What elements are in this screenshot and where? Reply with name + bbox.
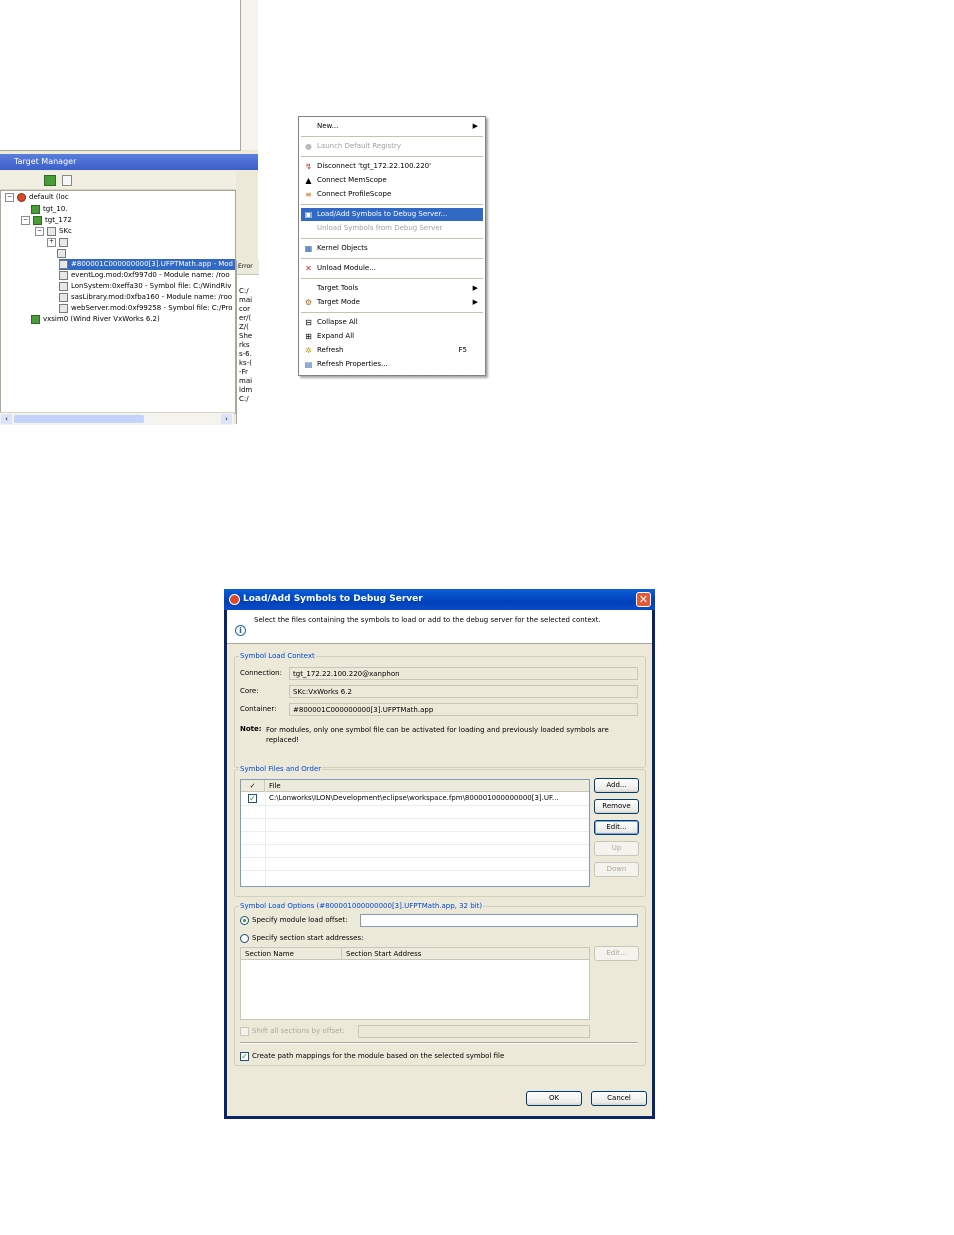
target-manager-toolbar bbox=[0, 171, 236, 190]
menu-separator bbox=[301, 278, 483, 279]
menu-separator bbox=[301, 312, 483, 313]
menu-accelerator: F5 bbox=[458, 346, 467, 354]
menu-item-target-tools[interactable] bbox=[301, 282, 483, 295]
dialog-title: Load/Add Symbols to Debug Server bbox=[243, 594, 423, 604]
tree-node-lonsystem[interactable]: LonSystem:0xeffa30 - Symbol file: C:/WindRiv bbox=[59, 281, 231, 292]
col-header-file[interactable]: File bbox=[265, 780, 590, 792]
editor-area-right bbox=[241, 0, 258, 150]
error-log-line: C:/ bbox=[239, 287, 249, 295]
menu-item-label: Collapse All bbox=[317, 318, 358, 326]
col-header-check[interactable]: ✓ bbox=[241, 780, 265, 792]
red-x-icon: ✕ bbox=[305, 264, 312, 273]
menu-separator bbox=[301, 136, 483, 137]
specify-offset-radio[interactable] bbox=[240, 916, 249, 925]
up-button[interactable]: Up bbox=[594, 841, 639, 856]
module-icon bbox=[59, 260, 68, 269]
error-log-line: ks-( bbox=[239, 359, 252, 367]
info-icon: i bbox=[235, 625, 246, 636]
col-header-section-name[interactable]: Section Name bbox=[241, 948, 342, 960]
menu-item-label: Unload Module... bbox=[317, 264, 376, 272]
collapse-all-icon: ⊟ bbox=[305, 318, 312, 327]
container-label: Container: bbox=[240, 705, 277, 713]
offset-input[interactable] bbox=[360, 914, 638, 927]
error-log-line: C:/ bbox=[239, 395, 249, 403]
specify-sections-radio[interactable] bbox=[240, 934, 249, 943]
process-icon bbox=[59, 238, 68, 247]
target-icon bbox=[31, 205, 40, 214]
registry-icon: ● bbox=[305, 142, 312, 151]
target-tree[interactable] bbox=[0, 190, 236, 414]
add-button[interactable]: Add... bbox=[594, 778, 639, 793]
path-mapping-label: Create path mappings for the module based on the selected symbol file bbox=[252, 1052, 505, 1060]
core-label: Core: bbox=[240, 687, 259, 695]
menu-item-kernel-objects[interactable] bbox=[301, 242, 483, 255]
tree-node-skc[interactable]: − SKc bbox=[36, 226, 72, 235]
specify-sections-label: Specify section start addresses: bbox=[252, 934, 364, 942]
menu-separator bbox=[301, 204, 483, 205]
menu-separator bbox=[301, 156, 483, 157]
error-log-line: -Fr bbox=[239, 368, 248, 376]
edit-button[interactable]: Edit... bbox=[594, 820, 639, 835]
table-gridline bbox=[241, 870, 589, 871]
tree-node-kernel[interactable] bbox=[57, 248, 69, 259]
menu-item-collapse-all[interactable] bbox=[301, 316, 483, 329]
toolbar-icon[interactable] bbox=[62, 175, 72, 186]
menu-item-label: Refresh bbox=[317, 346, 344, 354]
error-log-line: rks bbox=[239, 341, 250, 349]
menu-item-label: Refresh Properties... bbox=[317, 360, 388, 368]
disconnect-icon: ↯ bbox=[305, 162, 312, 171]
connection-field: tgt_172.22.100.220@xanphon bbox=[289, 667, 638, 680]
table-gridline bbox=[241, 805, 589, 806]
tree-node-vxsim0[interactable]: vxsim0 (Wind River VxWorks 6.2) bbox=[31, 314, 160, 325]
remove-button[interactable]: Remove bbox=[594, 799, 639, 814]
error-log-header: Error bbox=[237, 260, 258, 275]
menu-item-unload-symbols[interactable] bbox=[301, 222, 483, 235]
note-text: For modules, only one symbol file can be activated for loading and previously loaded symbols are replaced! bbox=[266, 726, 609, 744]
menu-item-connect-memscope[interactable] bbox=[301, 174, 483, 187]
tree-node-tgt10[interactable]: tgt_10. bbox=[31, 204, 68, 215]
shift-sections-label: Shift all sections by offset: bbox=[252, 1027, 345, 1035]
menu-item-label: Target Tools bbox=[317, 284, 359, 292]
menu-item-target-mode[interactable] bbox=[301, 296, 483, 309]
error-log-line: er/( bbox=[239, 314, 252, 322]
menu-item-disconnect[interactable] bbox=[301, 160, 483, 173]
menu-item-new[interactable] bbox=[301, 120, 483, 133]
cancel-button[interactable]: Cancel bbox=[591, 1091, 647, 1106]
expand-all-icon: ⊞ bbox=[305, 332, 312, 341]
target-mode-icon: ⚙ bbox=[304, 298, 313, 307]
tree-node-process[interactable]: + bbox=[47, 237, 71, 248]
submenu-arrow-icon: ▶ bbox=[472, 122, 478, 130]
module-icon bbox=[59, 293, 68, 302]
connect-icon[interactable] bbox=[44, 175, 56, 186]
row-file-path: C:\Lonworks\ILON\Development\eclipse\workspace.fpm\800001000000000[3].UF... bbox=[269, 794, 559, 802]
module-icon bbox=[59, 282, 68, 291]
menu-item-label: Connect ProfileScope bbox=[317, 190, 392, 198]
menu-item-launch-default-registry[interactable] bbox=[301, 140, 483, 153]
context-menu bbox=[298, 116, 486, 376]
menu-item-unload-module[interactable] bbox=[301, 262, 483, 275]
error-log-line: cor bbox=[239, 305, 251, 313]
menu-item-label: Kernel Objects bbox=[317, 244, 368, 252]
specify-offset-label: Specify module load offset: bbox=[252, 916, 348, 924]
menu-item-connect-profilescope[interactable] bbox=[301, 188, 483, 201]
info-band bbox=[227, 610, 652, 644]
scroll-right-icon[interactable]: › bbox=[221, 414, 232, 424]
menu-item-expand-all[interactable] bbox=[301, 330, 483, 343]
registry-icon bbox=[17, 193, 26, 202]
menu-item-label: Expand All bbox=[317, 332, 355, 340]
symbol-files-table[interactable] bbox=[240, 779, 590, 887]
table-gridline bbox=[241, 831, 589, 832]
menu-separator bbox=[301, 238, 483, 239]
symbol-load-context-label: Symbol Load Context bbox=[240, 652, 315, 660]
error-log-line: mai bbox=[239, 296, 253, 304]
menu-item-refresh-properties[interactable] bbox=[301, 358, 483, 371]
menu-item-load-add-symbols[interactable] bbox=[301, 208, 483, 221]
submenu-arrow-icon: ▶ bbox=[472, 284, 478, 292]
container-field: #800001C000000000[3].UFPTMath.app bbox=[289, 703, 638, 716]
target-manager-title: Target Manager bbox=[0, 154, 258, 170]
section-edit-button[interactable]: Edit... bbox=[594, 946, 639, 961]
tree-node-default[interactable]: − default (loc bbox=[6, 192, 69, 201]
menu-item-label: Launch Default Registry bbox=[317, 142, 402, 150]
error-log-pane bbox=[236, 260, 258, 424]
row-checkbox[interactable]: ✓ bbox=[249, 794, 256, 803]
menu-item-label: Connect MemScope bbox=[317, 176, 387, 184]
error-log-line: Z/( bbox=[239, 323, 249, 331]
info-text: Select the files containing the symbols to load or add to the debug server for the selected context. bbox=[254, 616, 601, 624]
tree-node-saslibrary[interactable]: sasLibrary.mod:0xfba160 - Module name: /roo bbox=[59, 292, 232, 303]
path-mapping-checkbox[interactable]: ✓ bbox=[241, 1052, 248, 1061]
scroll-thumb[interactable] bbox=[14, 415, 144, 423]
dialog-body bbox=[227, 610, 652, 1116]
menu-item-label: Target Mode bbox=[317, 298, 360, 306]
scroll-left-icon[interactable]: ‹ bbox=[1, 414, 12, 424]
menu-separator bbox=[301, 258, 483, 259]
editor-area bbox=[0, 0, 241, 151]
target-manager-screenshot bbox=[0, 0, 258, 424]
shift-sections-checkbox[interactable] bbox=[240, 1027, 249, 1036]
tree-node-eventlog[interactable]: eventLog.mod:0xf997d0 - Module name: /roo bbox=[59, 270, 230, 281]
error-log-line: ldm bbox=[239, 386, 253, 394]
shift-offset-input[interactable] bbox=[358, 1025, 590, 1038]
symbol-files-label: Symbol Files and Order bbox=[240, 765, 322, 773]
tree-node-tgt172[interactable]: − tgt_172 bbox=[22, 215, 72, 224]
menu-item-label: Unload Symbols from Debug Server bbox=[317, 224, 443, 232]
refresh-icon: ✲ bbox=[305, 346, 312, 355]
kernel-objects-icon: ▦ bbox=[304, 244, 313, 253]
target-icon bbox=[33, 216, 42, 225]
load-symbols-dialog bbox=[224, 589, 655, 1119]
target-icon bbox=[31, 315, 40, 324]
module-icon bbox=[59, 271, 68, 280]
ok-button[interactable]: OK bbox=[526, 1091, 582, 1106]
menu-item-label: New... bbox=[317, 122, 339, 130]
tree-node-ufptmath[interactable]: #800001C000000000[3].UFPTMath.app - Mod bbox=[59, 259, 235, 270]
error-log-line: She bbox=[239, 332, 253, 340]
menu-item-label: Disconnect 'tgt_172.22.100.220' bbox=[317, 162, 432, 170]
refresh-properties-icon: ▤ bbox=[304, 360, 313, 369]
core-icon bbox=[47, 227, 56, 236]
col-header-section-address[interactable]: Section Start Address bbox=[342, 948, 590, 960]
error-log-line: s-6. bbox=[239, 350, 252, 358]
close-icon[interactable]: ✕ bbox=[636, 592, 651, 607]
process-icon bbox=[57, 249, 66, 258]
tree-node-webserver[interactable]: webServer.mod:0xf99258 - Symbol file: C:/Pro bbox=[59, 303, 232, 314]
profilescope-icon: ≡ bbox=[305, 190, 312, 199]
connection-label: Connection: bbox=[240, 669, 282, 677]
menu-item-refresh[interactable] bbox=[301, 344, 483, 357]
table-row[interactable] bbox=[241, 792, 589, 805]
note-label: Note: bbox=[240, 725, 262, 733]
module-icon bbox=[59, 304, 68, 313]
table-gridline bbox=[241, 818, 589, 819]
options-separator bbox=[240, 1042, 638, 1044]
submenu-arrow-icon: ▶ bbox=[472, 298, 478, 306]
menu-item-label: Load/Add Symbols to Debug Server... bbox=[317, 210, 448, 218]
memscope-icon: ▲ bbox=[305, 176, 312, 185]
core-field: SKc:VxWorks 6.2 bbox=[289, 685, 638, 698]
section-addresses-table[interactable] bbox=[240, 947, 590, 1020]
down-button[interactable]: Down bbox=[594, 862, 639, 877]
error-log-line: mai bbox=[239, 377, 253, 385]
wind-river-logo-icon bbox=[229, 594, 240, 605]
table-gridline bbox=[241, 857, 589, 858]
dialog-titlebar[interactable] bbox=[224, 589, 655, 610]
load-symbols-icon: ▣ bbox=[304, 210, 313, 219]
symbol-load-options-label: Symbol Load Options (#800001000000000[3].UFPTMath.app, 32 bit) bbox=[240, 902, 483, 910]
tree-horizontal-scrollbar[interactable] bbox=[0, 412, 234, 424]
table-gridline bbox=[241, 844, 589, 845]
